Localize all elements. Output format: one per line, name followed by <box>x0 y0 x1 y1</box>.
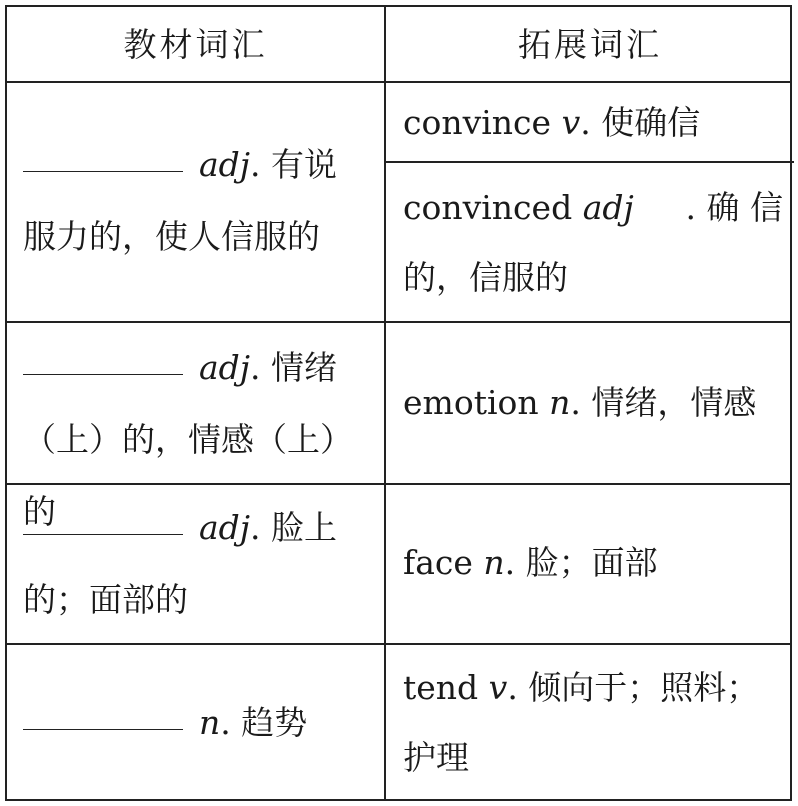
row-divider-1 <box>7 321 790 323</box>
row1-right-cell-a <box>403 87 783 159</box>
row2-right-cell <box>403 367 783 439</box>
meaning-text-cont: 的；面部的 <box>23 580 188 619</box>
word: emotion <box>403 383 539 422</box>
pos-label: adj <box>582 188 634 227</box>
meaning-text-cont: （上）的，情感（上）的 <box>23 420 353 531</box>
answer-blank <box>23 171 183 172</box>
word: tend <box>403 668 479 707</box>
answer-blank <box>23 534 183 535</box>
meaning-text: . 有说 <box>250 145 338 184</box>
row1-right-cell-b <box>403 173 783 313</box>
pos-label: adj <box>199 348 251 387</box>
row1-inner-divider <box>384 161 794 163</box>
row1-left-cell <box>23 129 373 273</box>
pos-label: n <box>483 543 505 582</box>
pos-label: v <box>488 668 508 707</box>
column-divider <box>384 7 386 799</box>
meaning-text: . 情绪，情感 <box>570 383 757 422</box>
pos-label: n <box>549 383 571 422</box>
meaning-text: . 倾向于；照料； <box>507 668 760 707</box>
meaning-text-cont: 的，信服的 <box>403 258 568 297</box>
header-textbook-words: 教材词汇 <box>123 25 268 64</box>
meaning-text: . 脸上 <box>250 508 338 547</box>
meaning-text-cont: 服力的，使人信服的 <box>23 217 320 256</box>
vocabulary-table <box>5 5 792 801</box>
row4-right-cell <box>403 653 783 793</box>
pos-label: adj <box>199 145 251 184</box>
row4-left-cell <box>23 687 373 759</box>
meaning-text: . 趋势 <box>220 703 308 742</box>
row3-left-cell <box>23 492 373 636</box>
meaning-text: . 情绪 <box>250 348 338 387</box>
meaning-text-cont: 护理 <box>403 738 469 777</box>
meaning-text: . 确 信 <box>685 188 783 227</box>
row-divider-3 <box>7 643 790 645</box>
row3-right-cell <box>403 527 783 599</box>
meaning-text: . 使确信 <box>580 103 701 142</box>
word: face <box>403 543 473 582</box>
header-divider <box>7 81 790 83</box>
word: convince <box>403 103 552 142</box>
word: convinced <box>403 188 573 227</box>
pos-label: adj <box>199 508 251 547</box>
header-extended-words: 拓展词汇 <box>518 25 662 64</box>
meaning-text: . 脸；面部 <box>504 543 658 582</box>
answer-blank <box>23 729 183 730</box>
pos-label: n <box>199 703 221 742</box>
answer-blank <box>23 374 183 375</box>
pos-label: v <box>561 103 581 142</box>
